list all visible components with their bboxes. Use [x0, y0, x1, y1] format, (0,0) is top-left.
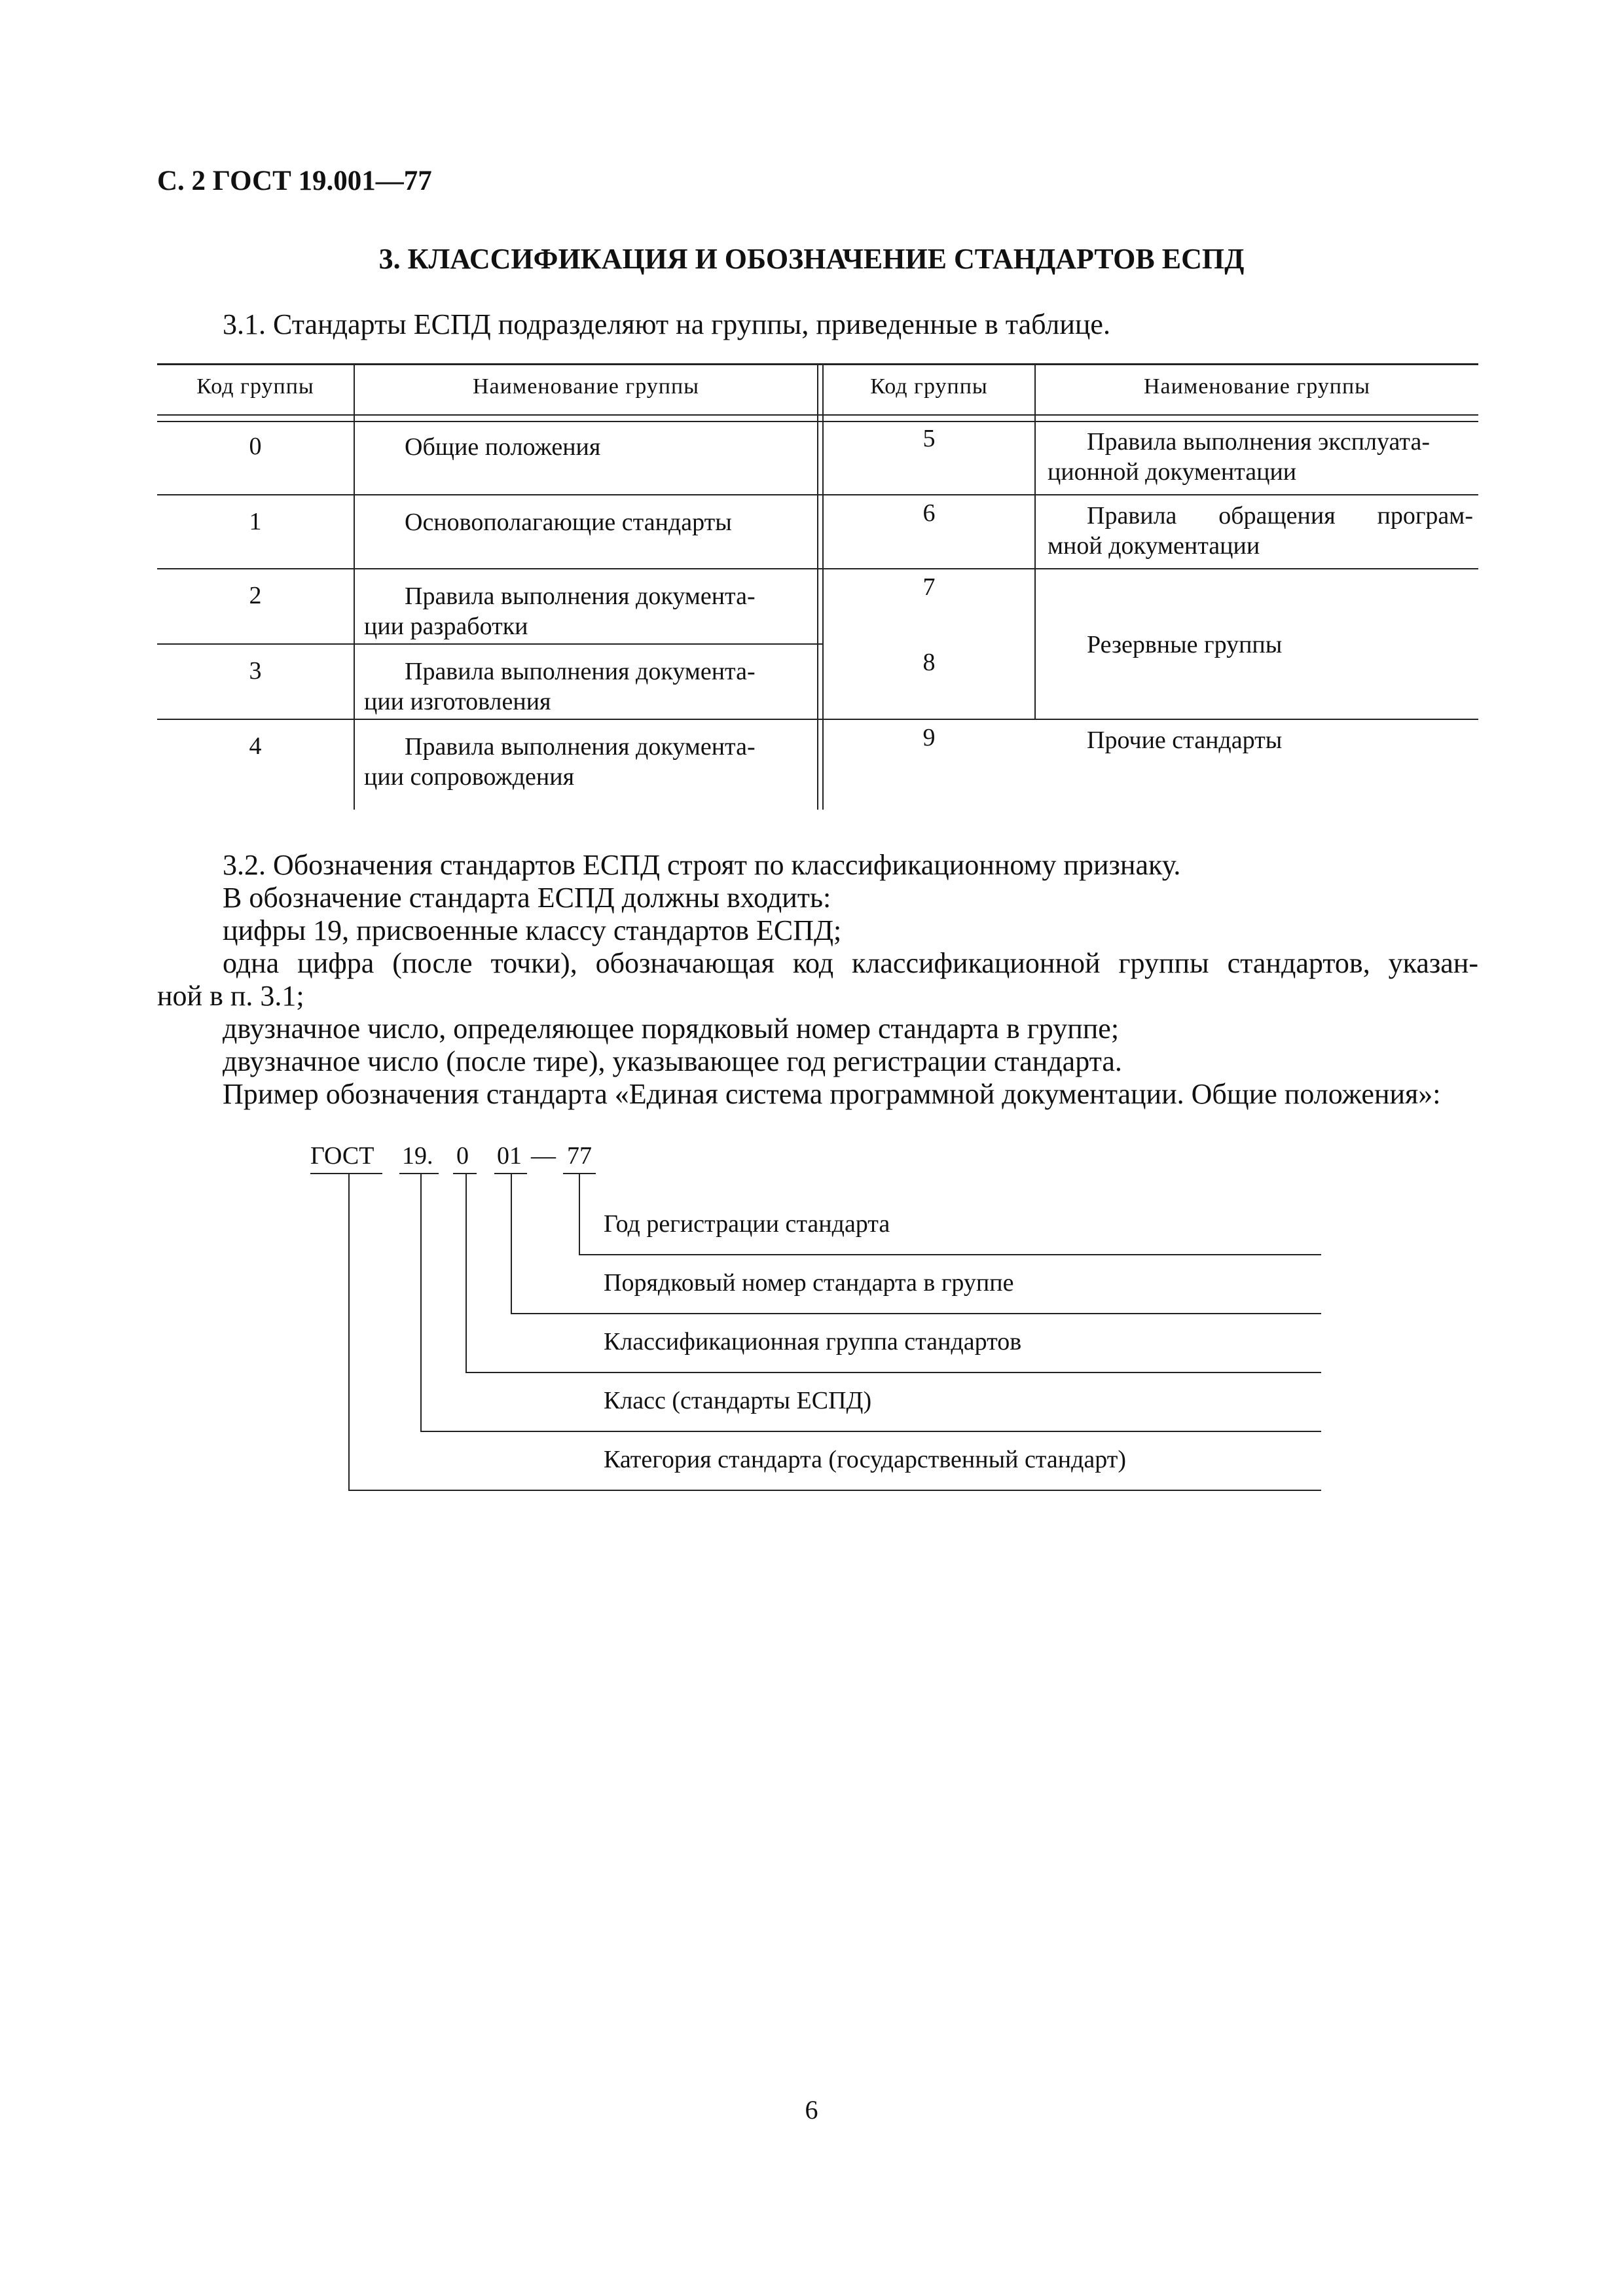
- label-class: Класс (стандарты ЕСПД): [604, 1387, 872, 1414]
- group-code: 7: [922, 573, 936, 601]
- group-name-line2: ции сопровождения: [364, 763, 575, 791]
- group-code: 4: [249, 732, 262, 760]
- paragraph-3-1: 3.1. Стандарты ЕСПД подразделяют на группы, приведенные в таблице.: [223, 308, 1110, 340]
- header-name-left: Наименование группы: [472, 374, 700, 399]
- group-name-line2: ционной документации: [1048, 458, 1297, 486]
- label-number: Порядковый номер стандарта в группе: [604, 1269, 1014, 1297]
- paragraph-3-2-line: двузначное число (после тире), указывающее год регистрации стандарта.: [223, 1045, 1122, 1077]
- label-category: Категория стандарта (государственный стандарт): [604, 1446, 1127, 1473]
- group-name-line1: Правила выполнения документа-: [405, 733, 756, 761]
- header-code-right: Код группы: [870, 374, 988, 399]
- row-divider: [157, 643, 824, 645]
- leader-vertical: [511, 1174, 512, 1314]
- group-name: Прочие стандарты: [1087, 726, 1283, 754]
- group-name-line1: Правила выполнения документа-: [405, 658, 756, 685]
- group-name-line2: ции изготовления: [364, 688, 551, 715]
- scheme-part-number: 01: [497, 1142, 522, 1170]
- group-code: 9: [922, 724, 936, 751]
- leader-vertical: [348, 1174, 350, 1490]
- paragraph-3-2-line: цифры 19, присвоенные классу стандартов ЕСПД;: [223, 914, 842, 946]
- label-group: Классификационная группа стандартов: [604, 1328, 1022, 1355]
- leader-horizontal: [420, 1431, 1321, 1432]
- scheme-part-year: 77: [567, 1142, 592, 1170]
- header-code-left: Код группы: [196, 374, 314, 399]
- leader-horizontal: [465, 1372, 1321, 1373]
- leader-horizontal: [579, 1254, 1321, 1255]
- group-name-line1: Правила обращения програм-: [1087, 502, 1473, 529]
- group-code: 1: [249, 508, 262, 535]
- group-name-line1: Правила выполнения документа-: [405, 583, 756, 610]
- paragraph-3-2-line: В обозначение стандарта ЕСПД должны входить:: [223, 882, 831, 914]
- group-name: Общие положения: [405, 433, 601, 461]
- group-code: 3: [249, 657, 262, 685]
- group-name-line2: ции разработки: [364, 613, 528, 640]
- paragraph-3-2-line: двузначное число, определяющее порядковый номер стандарта в группе;: [223, 1013, 1120, 1045]
- leader-vertical: [579, 1174, 580, 1255]
- group-code: 5: [922, 425, 936, 452]
- header-name-right: Наименование группы: [1143, 374, 1371, 399]
- leader-horizontal: [348, 1490, 1321, 1491]
- column-divider: [1034, 363, 1036, 719]
- section-title: 3. КЛАССИФИКАЦИЯ И ОБОЗНАЧЕНИЕ СТАНДАРТОВ ЕСПД: [378, 243, 1245, 275]
- group-code: 6: [922, 499, 936, 527]
- paragraph-3-2-line: Пример обозначения стандарта «Единая система программной документации. Общие положения»:: [223, 1078, 1441, 1110]
- leader-vertical: [420, 1174, 422, 1431]
- leader-vertical: [465, 1174, 467, 1372]
- paragraph-3-2-line: ной в п. 3.1;: [157, 980, 304, 1012]
- group-name-line2: мной документации: [1048, 532, 1260, 560]
- paragraph-3-2-line: 3.2. Обозначения стандартов ЕСПД строят по классификационному признаку.: [223, 849, 1181, 881]
- paragraph-3-2-line: одна цифра (после точки), обозначающая код классификационной группы стандартов, указан-: [223, 947, 1478, 979]
- column-divider: [354, 363, 355, 810]
- leader-horizontal: [511, 1313, 1321, 1314]
- scheme-dash: —: [531, 1142, 556, 1170]
- label-year: Год регистрации стандарта: [604, 1210, 890, 1238]
- reserved-groups-label: Резервные группы: [1087, 631, 1283, 658]
- underline: [453, 1173, 477, 1174]
- page-number: 6: [805, 2095, 818, 2125]
- group-name-line1: Правила выполнения эксплуата-: [1087, 428, 1431, 456]
- group-code: 2: [249, 582, 262, 609]
- group-code: 8: [922, 649, 936, 676]
- group-name: Основополагающие стандарты: [405, 509, 732, 536]
- scheme-part-class: 19.: [402, 1142, 433, 1170]
- underline: [310, 1173, 382, 1174]
- page-header: С. 2 ГОСТ 19.001—77: [157, 166, 432, 196]
- scheme-part-group: 0: [456, 1142, 469, 1170]
- underline: [399, 1173, 439, 1174]
- scheme-part-gost: ГОСТ: [310, 1142, 374, 1170]
- group-code: 0: [249, 433, 262, 460]
- column-divider-double-1: [817, 363, 818, 810]
